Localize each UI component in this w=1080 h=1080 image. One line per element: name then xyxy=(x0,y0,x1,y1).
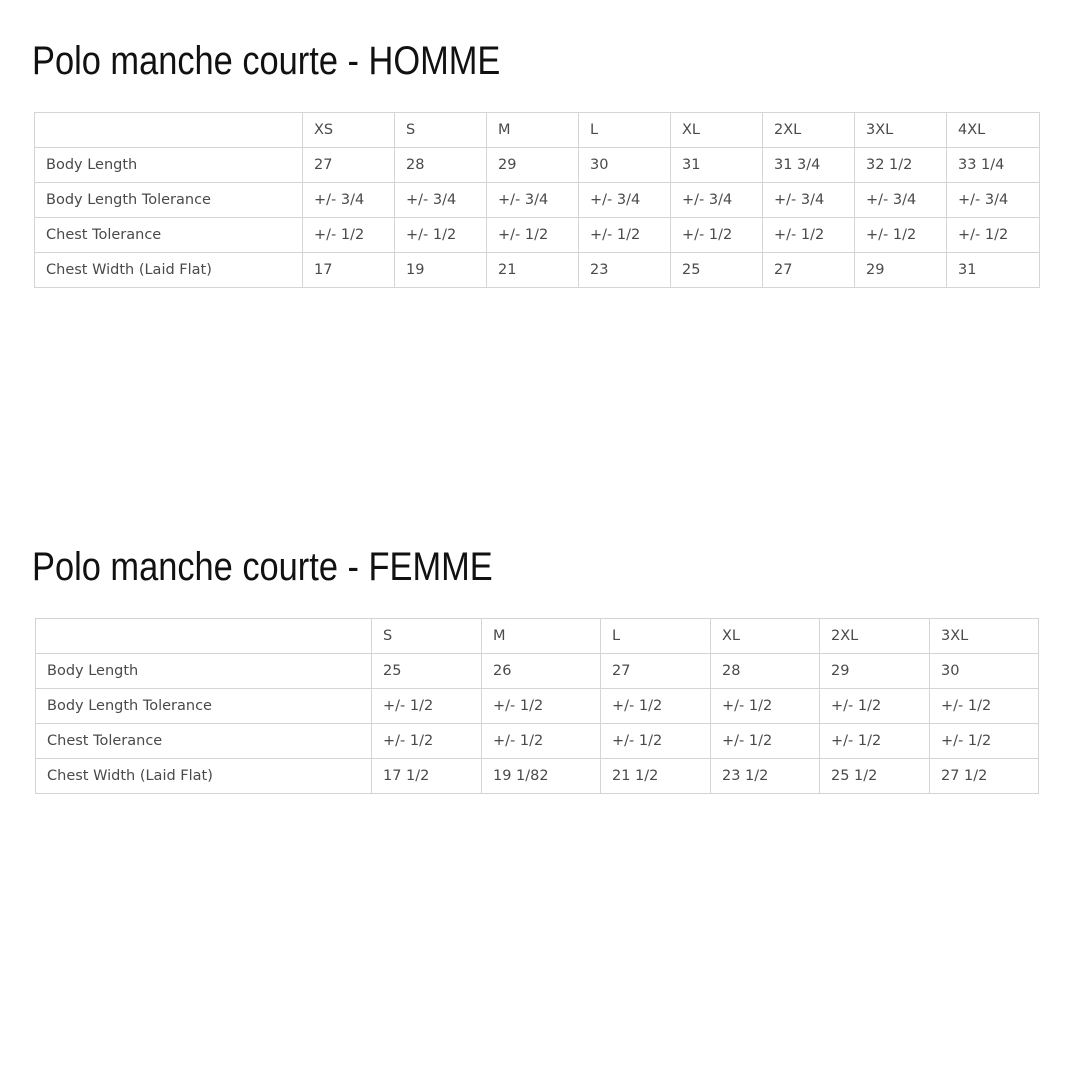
row-label: Body Length xyxy=(36,654,372,689)
table-cell: +/- 3/4 xyxy=(579,183,671,218)
table-cell: +/- 1/2 xyxy=(763,218,855,253)
table-cell: 28 xyxy=(395,148,487,183)
table-header-row xyxy=(35,113,1040,148)
size-header: XL xyxy=(671,113,763,148)
row-label: Chest Tolerance xyxy=(36,724,372,759)
table-cell: 27 1/2 xyxy=(930,759,1039,794)
header-corner-cell xyxy=(35,113,303,148)
table-header-row xyxy=(36,619,1039,654)
row-label: Chest Tolerance xyxy=(35,218,303,253)
table-cell: +/- 1/2 xyxy=(930,689,1039,724)
table-cell: 32 1/2 xyxy=(855,148,947,183)
size-table-homme xyxy=(34,112,1040,288)
table-row xyxy=(35,148,1040,183)
table-cell: +/- 1/2 xyxy=(671,218,763,253)
table-cell: 31 3/4 xyxy=(763,148,855,183)
size-table-femme xyxy=(35,618,1039,794)
table-cell: 21 xyxy=(487,253,579,288)
table-cell: 23 xyxy=(579,253,671,288)
table-cell: +/- 1/2 xyxy=(947,218,1040,253)
table-cell: 29 xyxy=(820,654,930,689)
table-row xyxy=(35,253,1040,288)
table-cell: +/- 1/2 xyxy=(482,724,601,759)
row-label: Body Length Tolerance xyxy=(36,689,372,724)
table-row xyxy=(36,689,1039,724)
row-label: Body Length Tolerance xyxy=(35,183,303,218)
table-cell: 19 xyxy=(395,253,487,288)
table-cell: +/- 1/2 xyxy=(855,218,947,253)
table-cell: 23 1/2 xyxy=(711,759,820,794)
table-row xyxy=(36,759,1039,794)
table-cell: 17 xyxy=(303,253,395,288)
size-header: 2XL xyxy=(763,113,855,148)
header-corner-cell xyxy=(36,619,372,654)
table-cell: 21 1/2 xyxy=(601,759,711,794)
table-cell: +/- 1/2 xyxy=(820,689,930,724)
table-cell: 27 xyxy=(303,148,395,183)
table-cell: 25 xyxy=(372,654,482,689)
table-cell: +/- 3/4 xyxy=(303,183,395,218)
table-cell: 30 xyxy=(930,654,1039,689)
table-cell: +/- 1/2 xyxy=(579,218,671,253)
table-cell: 26 xyxy=(482,654,601,689)
table-cell: 27 xyxy=(763,253,855,288)
table-cell: 19 1/82 xyxy=(482,759,601,794)
size-header: M xyxy=(487,113,579,148)
table-cell: 27 xyxy=(601,654,711,689)
size-header: XS xyxy=(303,113,395,148)
table-row xyxy=(36,654,1039,689)
table-cell: +/- 1/2 xyxy=(372,689,482,724)
table-cell: +/- 1/2 xyxy=(395,218,487,253)
table-cell: 17 1/2 xyxy=(372,759,482,794)
table-cell: 30 xyxy=(579,148,671,183)
size-header: 3XL xyxy=(930,619,1039,654)
table-cell: +/- 3/4 xyxy=(395,183,487,218)
table-cell: +/- 1/2 xyxy=(820,724,930,759)
row-label: Chest Width (Laid Flat) xyxy=(35,253,303,288)
table-cell: +/- 1/2 xyxy=(487,218,579,253)
size-header: M xyxy=(482,619,601,654)
section-title-femme: Polo manche courte - FEMME xyxy=(32,545,493,589)
table-row xyxy=(36,724,1039,759)
size-header: L xyxy=(579,113,671,148)
table-cell: +/- 1/2 xyxy=(711,724,820,759)
table-cell: 29 xyxy=(855,253,947,288)
table-row xyxy=(35,183,1040,218)
row-label: Chest Width (Laid Flat) xyxy=(36,759,372,794)
size-header: 4XL xyxy=(947,113,1040,148)
table-cell: 25 xyxy=(671,253,763,288)
table-cell: +/- 1/2 xyxy=(601,689,711,724)
table-cell: 31 xyxy=(671,148,763,183)
table-row xyxy=(35,218,1040,253)
table-cell: 29 xyxy=(487,148,579,183)
size-header: L xyxy=(601,619,711,654)
table-cell: +/- 1/2 xyxy=(303,218,395,253)
table-cell: +/- 3/4 xyxy=(671,183,763,218)
table-cell: 28 xyxy=(711,654,820,689)
table-cell: +/- 1/2 xyxy=(930,724,1039,759)
table-cell: +/- 3/4 xyxy=(947,183,1040,218)
table-cell: +/- 1/2 xyxy=(711,689,820,724)
size-header: XL xyxy=(711,619,820,654)
table-cell: +/- 3/4 xyxy=(855,183,947,218)
table-cell: +/- 1/2 xyxy=(601,724,711,759)
table-cell: 31 xyxy=(947,253,1040,288)
table-cell: 25 1/2 xyxy=(820,759,930,794)
section-title-homme: Polo manche courte - HOMME xyxy=(32,39,501,83)
table-cell: +/- 3/4 xyxy=(487,183,579,218)
table-cell: +/- 1/2 xyxy=(482,689,601,724)
row-label: Body Length xyxy=(35,148,303,183)
table-cell: +/- 1/2 xyxy=(372,724,482,759)
size-header: S xyxy=(372,619,482,654)
size-header: 2XL xyxy=(820,619,930,654)
table-cell: 33 1/4 xyxy=(947,148,1040,183)
size-header: 3XL xyxy=(855,113,947,148)
size-header: S xyxy=(395,113,487,148)
table-cell: +/- 3/4 xyxy=(763,183,855,218)
